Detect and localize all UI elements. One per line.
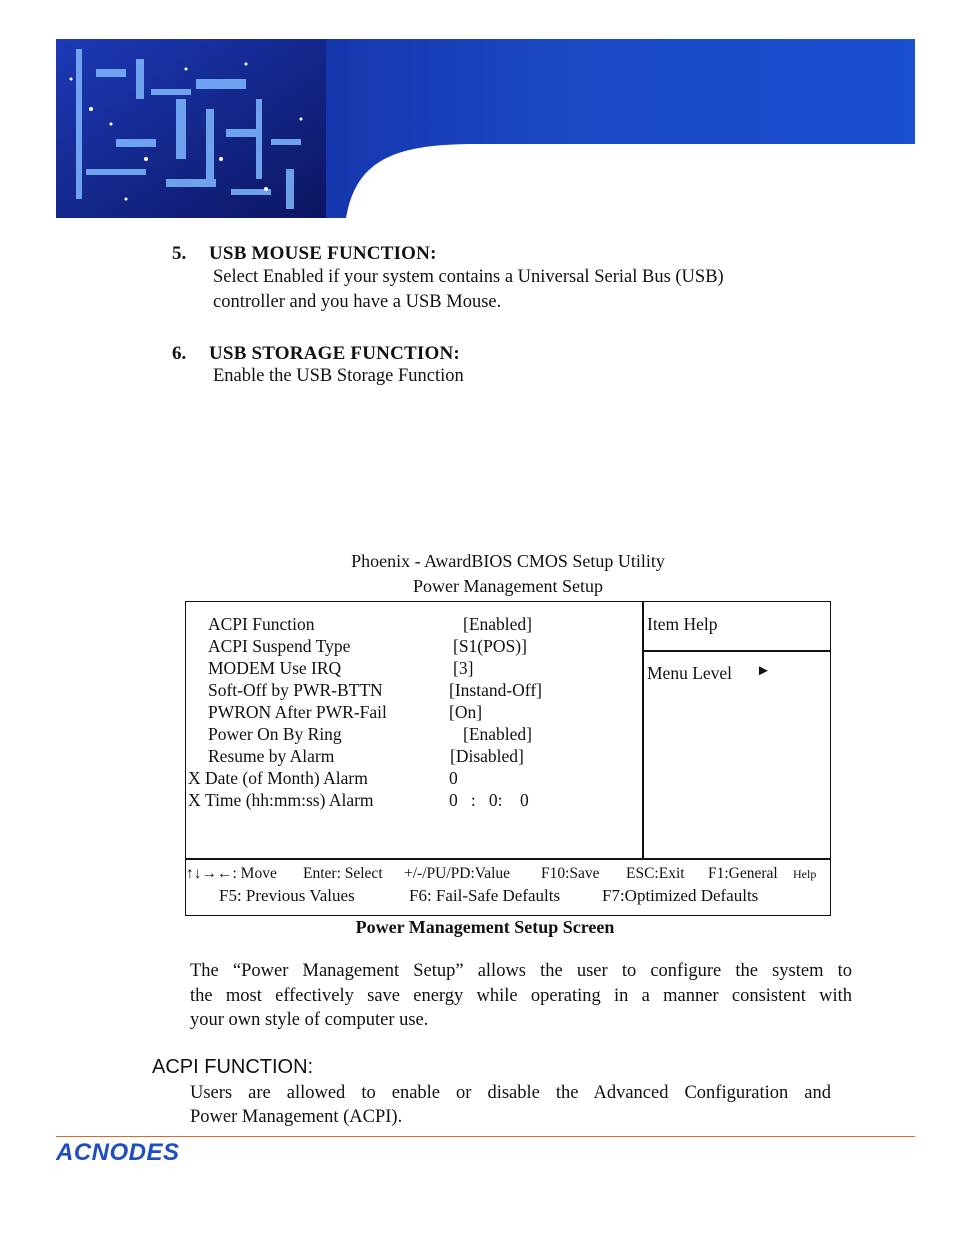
bios-value-time-alarm: 0 : 0: 0	[449, 790, 529, 810]
acpi-line-1: Users are allowed to enable or disable the Advanced Configuration and	[190, 1083, 831, 1103]
section-6-line-1: Enable the USB Storage Function	[213, 366, 464, 386]
key-hint-enter: Enter: Select	[303, 865, 383, 882]
item-help-heading: Item Help	[647, 614, 718, 634]
section-6-title: USB STORAGE FUNCTION:	[209, 343, 460, 364]
bios-value-modem-irq[interactable]: [3]	[453, 658, 474, 678]
acpi-line-2: Power Management (ACPI).	[190, 1107, 403, 1127]
acnodes-logo	[56, 1137, 216, 1165]
bios-option-power-on-ring[interactable]: Power On By Ring	[208, 724, 342, 744]
key-hint-exit: ESC:Exit	[626, 865, 685, 882]
bios-option-resume-alarm[interactable]: Resume by Alarm	[208, 746, 335, 766]
bios-screen	[185, 601, 831, 916]
bios-option-soft-off[interactable]: Soft-Off by PWR-BTTN	[208, 680, 383, 700]
bios-option-acpi-function[interactable]: ACPI Function	[208, 614, 315, 634]
bios-value-resume-alarm[interactable]: [Disabled]	[450, 746, 524, 766]
section-5-line-2: controller and you have a USB Mouse.	[213, 292, 502, 312]
key-hint-failsafe: F6: Fail-Safe Defaults	[409, 886, 561, 905]
key-hint-help: F1:General	[708, 865, 778, 882]
bios-value-acpi-suspend-type[interactable]: [S1(POS)]	[453, 636, 527, 656]
bios-value-acpi-function[interactable]: [Enabled]	[463, 614, 532, 634]
key-hint-move: ↑↓→←: Move	[186, 865, 277, 882]
bios-option-time-alarm: Time (hh:mm:ss) Alarm	[205, 790, 374, 810]
paragraph-line-2: the most effectively save energy while operating in a manner consistent with	[190, 986, 852, 1006]
bios-title: Phoenix - AwardBIOS CMOS Setup Utility	[351, 551, 665, 571]
right-triangle-icon: ►	[756, 663, 771, 679]
bios-value-pwron-after-fail[interactable]: [On]	[449, 702, 483, 722]
key-hint-help-suffix: Help	[793, 867, 817, 881]
circuit-board-graphic	[56, 39, 915, 218]
divider	[642, 602, 644, 858]
divider	[642, 650, 830, 652]
bios-subtitle: Power Management Setup	[413, 576, 603, 596]
logo-text: ACNODES	[56, 1139, 180, 1165]
header-banner	[56, 39, 915, 218]
paragraph-line-3: your own style of computer use.	[190, 1010, 429, 1030]
bios-option-acpi-suspend-type[interactable]: ACPI Suspend Type	[208, 636, 351, 656]
key-hint-value: +/-/PU/PD:Value	[404, 865, 511, 882]
bios-option-pwron-after-fail[interactable]: PWRON After PWR-Fail	[208, 702, 387, 722]
menu-level-label: Menu Level	[647, 663, 733, 683]
key-hint-optimized: F7:Optimized Defaults	[602, 886, 759, 905]
bios-value-soft-off[interactable]: [Instand-Off]	[449, 680, 542, 700]
divider	[186, 858, 830, 860]
paragraph-line-1: The “Power Management Setup” allows the user to configure the system to	[190, 961, 852, 981]
section-5-number: 5.	[172, 243, 187, 264]
bios-value-power-on-ring[interactable]: [Enabled]	[463, 724, 532, 744]
bios-disabled-marker: X	[188, 768, 201, 788]
bios-option-modem-irq[interactable]: MODEM Use IRQ	[208, 658, 342, 678]
key-hint-previous: F5: Previous Values	[219, 886, 355, 905]
section-5-title: USB MOUSE FUNCTION:	[209, 243, 437, 264]
key-hint-save: F10:Save	[541, 865, 600, 882]
figure-caption: Power Management Setup Screen	[355, 917, 615, 937]
bios-value-date-alarm: 0	[449, 768, 458, 788]
bios-disabled-marker: X	[188, 790, 201, 810]
section-5-line-1: Select Enabled if your system contains a Universal Serial Bus (USB)	[213, 267, 724, 287]
bios-option-date-alarm: Date (of Month) Alarm	[205, 768, 368, 788]
acpi-heading: ACPI FUNCTION:	[152, 1056, 314, 1078]
section-6-number: 6.	[172, 343, 187, 364]
acnodes-logo-graphic	[56, 1137, 216, 1165]
